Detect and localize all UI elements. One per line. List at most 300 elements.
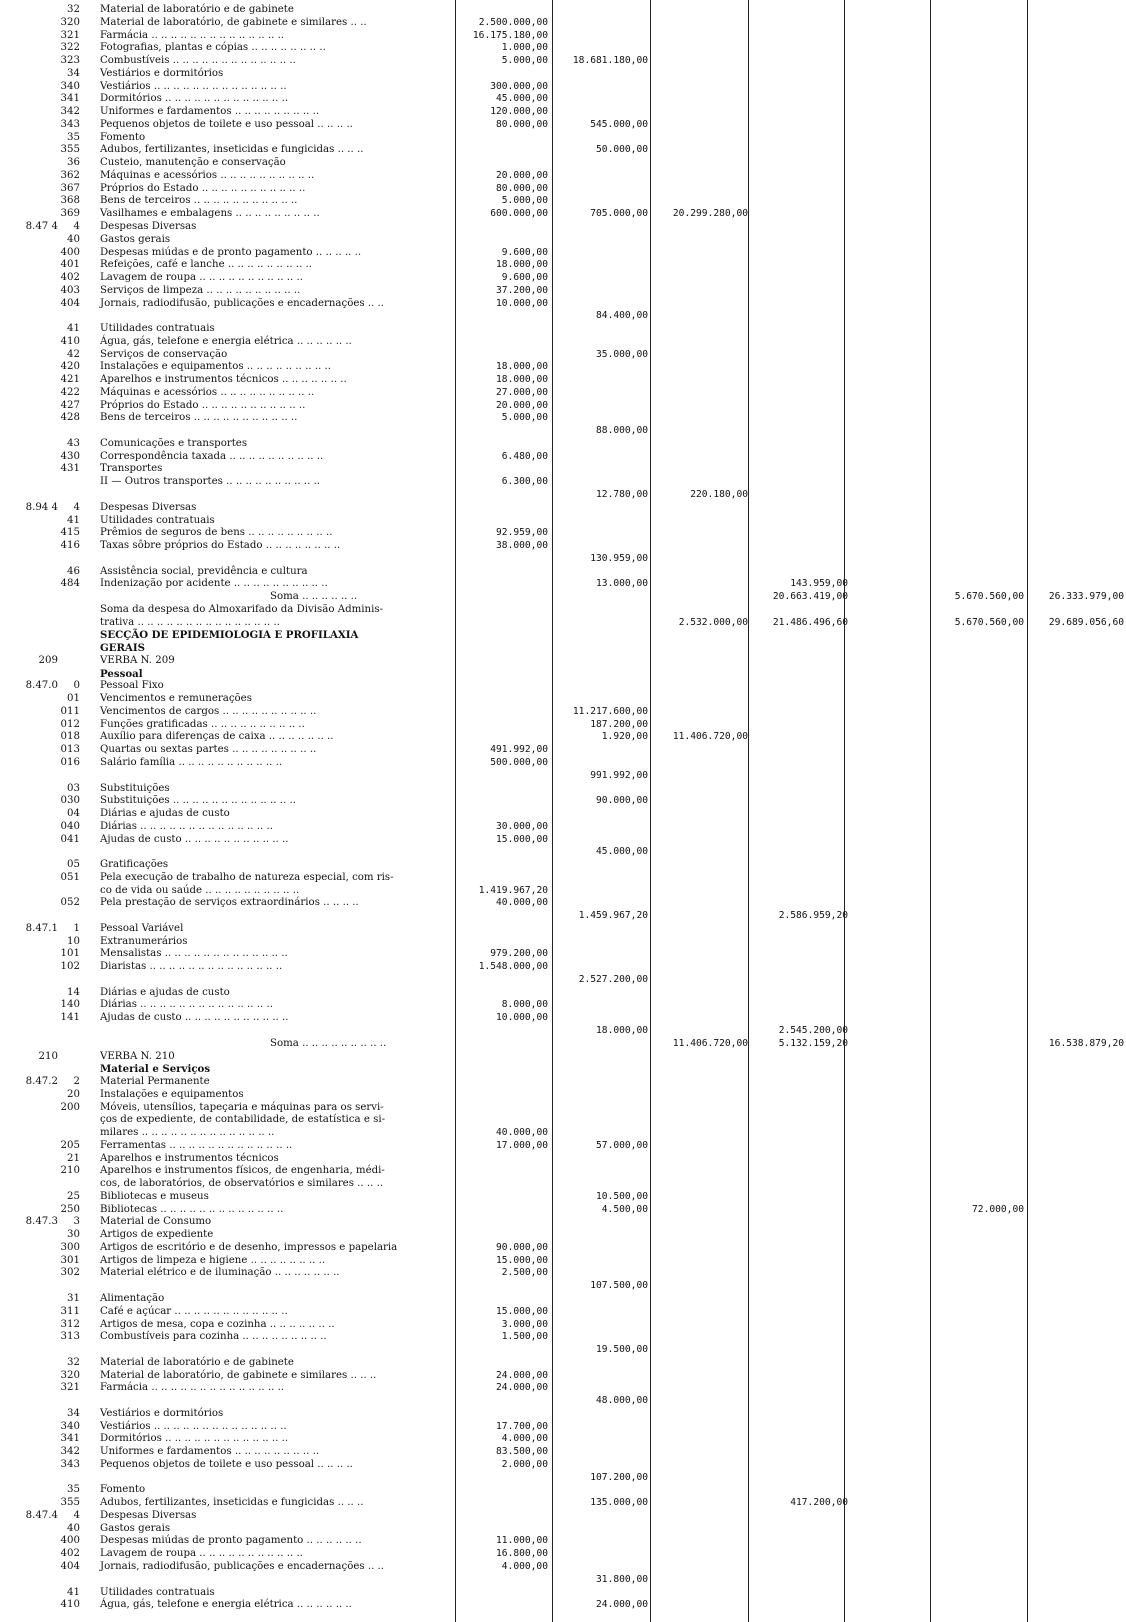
budget-row bbox=[0, 808, 1126, 820]
amount-col-1: 40.000,00 bbox=[496, 1127, 548, 1138]
amount-col-1: 24.000,00 bbox=[496, 1382, 548, 1394]
classification-code: 8.47.2 bbox=[25, 1076, 58, 1087]
item-label: Salário família .. .. .. .. .. .. .. .. .. .. .. bbox=[100, 757, 283, 768]
amount-col-1: 20.000,00 bbox=[496, 169, 548, 181]
item-code: 101 bbox=[60, 948, 80, 960]
budget-row bbox=[0, 655, 1126, 667]
item-label: Vasilhames e embalagens .. .. .. .. .. .. .. .. .. bbox=[100, 208, 320, 220]
item-label: Artigos de expediente bbox=[100, 1229, 214, 1241]
amount-col-1: 10.000,00 bbox=[496, 1012, 548, 1024]
amount-col-1: 6.300,00 bbox=[501, 476, 548, 488]
item-code: 011 bbox=[60, 705, 80, 717]
item-label: Serviços de conservação bbox=[100, 348, 228, 360]
budget-row bbox=[0, 859, 1126, 871]
amount-col-2: 187.200,00 bbox=[590, 718, 648, 730]
item-code: 250 bbox=[60, 1203, 80, 1215]
item-label: Diárias e ajudas de custo bbox=[100, 808, 230, 819]
item-code: 05 bbox=[67, 859, 80, 870]
item-code: 342 bbox=[60, 1446, 80, 1458]
item-label: Adubos, fertilizantes, inseticidas e fungicidas .. .. .. bbox=[100, 144, 364, 156]
item-code: 410 bbox=[60, 1599, 80, 1611]
budget-row bbox=[0, 578, 1126, 590]
budget-row bbox=[0, 1293, 1126, 1305]
item-code: 484 bbox=[60, 578, 80, 590]
budget-row bbox=[0, 476, 1126, 488]
amount-col-4: 417.200,00 bbox=[790, 1497, 848, 1509]
budget-row bbox=[0, 744, 1126, 756]
budget-row bbox=[0, 719, 1126, 731]
amount-col-6: 26.333.979,00 bbox=[1048, 591, 1124, 602]
budget-row bbox=[0, 910, 1126, 922]
item-code: 41 bbox=[67, 514, 80, 526]
budget-row bbox=[0, 285, 1126, 297]
budget-row bbox=[0, 1267, 1126, 1279]
budget-row bbox=[0, 1165, 1126, 1177]
item-label: SECÇÃO DE EPIDEMIOLOGIA E PROFILAXIA bbox=[100, 629, 359, 642]
budget-row bbox=[0, 617, 1126, 629]
item-label: Refeições, café e lanche .. .. .. .. .. .. .. .. .. bbox=[100, 259, 313, 271]
budget-row bbox=[0, 885, 1126, 897]
item-code: 404 bbox=[60, 1561, 80, 1572]
budget-row bbox=[0, 974, 1126, 986]
amount-col-1: 10.000,00 bbox=[496, 297, 548, 309]
item-code: 41 bbox=[67, 323, 80, 334]
item-label: Lavagem de roupa .. .. .. .. .. .. .. .. .. .. .. bbox=[100, 1548, 303, 1560]
item-label: Gastos gerais bbox=[100, 1522, 171, 1534]
amount-col-1: 9.600,00 bbox=[501, 272, 548, 283]
amount-col-2: 4.500,00 bbox=[601, 1203, 648, 1215]
item-label: Material de laboratório e de gabinete bbox=[100, 1356, 294, 1368]
item-label: Aparelhos e instrumentos técnicos .. .. .. .. .. .. .. bbox=[100, 374, 347, 386]
budget-row bbox=[0, 1370, 1126, 1382]
budget-row bbox=[0, 4, 1126, 16]
budget-row bbox=[0, 604, 1126, 616]
amount-col-1: 2.500.000,00 bbox=[478, 16, 548, 28]
item-code: 052 bbox=[60, 897, 80, 909]
budget-row bbox=[0, 1587, 1126, 1599]
budget-row bbox=[0, 323, 1126, 335]
amount-col-1: 15.000,00 bbox=[496, 833, 548, 845]
budget-row bbox=[0, 81, 1126, 93]
amount-col-1: 18.000,00 bbox=[496, 259, 548, 271]
budget-row bbox=[0, 221, 1126, 233]
classification-code: 8.47.3 bbox=[25, 1216, 58, 1228]
budget-row bbox=[0, 1216, 1126, 1228]
amount-col-2: 90.000,00 bbox=[596, 795, 648, 807]
item-label: Jornais, radiodifusão, publicações e encadernações .. .. bbox=[100, 297, 385, 309]
amount-col-3: 11.406.720,00 bbox=[672, 1037, 748, 1049]
item-code: 051 bbox=[60, 871, 80, 883]
budget-row bbox=[0, 42, 1126, 54]
amount-col-1: 5.000,00 bbox=[501, 412, 548, 424]
item-label: Instalações e equipamentos bbox=[100, 1088, 244, 1100]
amount-col-2: 135.000,00 bbox=[590, 1497, 648, 1509]
item-label: Utilidades contratuais bbox=[100, 1586, 215, 1598]
item-label: Pela prestação de serviços extraordinários .. .. .. .. bbox=[100, 897, 359, 909]
item-code: 32 bbox=[67, 4, 80, 15]
amount-col-1: 18.000,00 bbox=[496, 374, 548, 386]
amount-col-1: 83.500,00 bbox=[496, 1446, 548, 1458]
budget-row bbox=[0, 1548, 1126, 1560]
budget-row bbox=[0, 566, 1126, 578]
amount-col-4: 5.132.159,20 bbox=[778, 1037, 848, 1049]
item-code: 041 bbox=[60, 833, 80, 845]
amount-col-1: 15.000,00 bbox=[496, 1254, 548, 1266]
amount-col-3: 220.180,00 bbox=[690, 489, 748, 500]
item-code: 420 bbox=[60, 361, 80, 373]
amount-col-1: 5.000,00 bbox=[501, 55, 548, 66]
budget-row bbox=[0, 693, 1126, 705]
item-label: Pela execução de trabalho de natureza especial, com ris- bbox=[100, 871, 394, 883]
item-code: 343 bbox=[60, 1458, 80, 1470]
item-code: 321 bbox=[60, 1382, 80, 1394]
budget-row bbox=[0, 55, 1126, 67]
budget-row bbox=[0, 1382, 1126, 1394]
budget-row bbox=[0, 1319, 1126, 1331]
item-label: Vestiários e dormitórios bbox=[100, 1407, 224, 1419]
budget-row bbox=[0, 540, 1126, 552]
item-code: 300 bbox=[60, 1241, 80, 1253]
item-code: 301 bbox=[60, 1254, 80, 1266]
item-label: Utilidades contratuais bbox=[100, 514, 215, 526]
item-code: 401 bbox=[60, 259, 80, 271]
item-label: Comunicações e transportes bbox=[100, 437, 248, 449]
budget-row bbox=[0, 361, 1126, 373]
classification-code: 8.47.4 bbox=[25, 1509, 58, 1521]
amount-col-2: 991.992,00 bbox=[590, 769, 648, 781]
item-label: Máquinas e acessórios .. .. .. .. .. .. .. .. .. .. bbox=[100, 386, 315, 398]
amount-col-2: 48.000,00 bbox=[596, 1395, 648, 1406]
item-code: 323 bbox=[60, 55, 80, 66]
item-code: 342 bbox=[60, 106, 80, 118]
item-code: 04 bbox=[67, 808, 80, 819]
item-code: 40 bbox=[67, 1522, 80, 1534]
item-label: Material de laboratório, de gabinete e similares .. .. .. bbox=[100, 1369, 377, 1381]
item-label: Água, gás, telefone e energia elétrica .. .. .. .. .. .. bbox=[100, 335, 352, 347]
item-code: 402 bbox=[60, 272, 80, 283]
budget-row bbox=[0, 1421, 1126, 1433]
item-code: 416 bbox=[60, 540, 80, 551]
item-label: Vencimentos de cargos .. .. .. .. .. .. .. .. .. .. bbox=[100, 705, 317, 717]
amount-col-5: 5.670.560,00 bbox=[954, 616, 1024, 628]
item-label: Diaristas .. .. .. .. .. .. .. .. .. .. .. .. .. .. bbox=[100, 961, 283, 973]
item-code: 4 bbox=[73, 1509, 80, 1521]
budget-row bbox=[0, 349, 1126, 361]
item-label: VERBA N. 209 bbox=[100, 654, 175, 666]
item-label: Fomento bbox=[100, 1484, 146, 1496]
item-label: Farmácia .. .. .. .. .. .. .. .. .. .. .. .. .. .. bbox=[100, 1382, 285, 1394]
amount-col-1: 17.000,00 bbox=[496, 1139, 548, 1151]
budget-row bbox=[0, 1344, 1126, 1356]
budget-row bbox=[0, 298, 1126, 310]
budget-row bbox=[0, 1574, 1126, 1586]
amount-col-1: 16.175.180,00 bbox=[472, 29, 548, 41]
amount-col-1: 9.600,00 bbox=[501, 246, 548, 258]
item-label: Aparelhos e instrumentos técnicos bbox=[100, 1152, 279, 1164]
item-code: 205 bbox=[60, 1139, 80, 1151]
item-label: Prêmios de seguros de bens .. .. .. .. .. .. .. .. .. bbox=[100, 527, 333, 539]
amount-col-1: 2.500,00 bbox=[501, 1267, 548, 1279]
item-label: co de vida ou saúde .. .. .. .. .. .. .. .. .. .. bbox=[100, 884, 300, 896]
item-code: 428 bbox=[60, 412, 80, 424]
item-label: Pessoal Variável bbox=[100, 922, 184, 934]
item-code: 311 bbox=[60, 1305, 80, 1317]
budget-row bbox=[0, 668, 1126, 680]
budget-row bbox=[0, 553, 1126, 565]
budget-row bbox=[0, 1114, 1126, 1126]
item-label: Material Permanente bbox=[100, 1076, 210, 1087]
budget-row bbox=[0, 1140, 1126, 1152]
item-code: 415 bbox=[60, 527, 80, 539]
budget-row bbox=[0, 1446, 1126, 1458]
budget-row bbox=[0, 923, 1126, 935]
amount-col-1: 300.000,00 bbox=[490, 80, 548, 92]
item-label: Café e açúcar .. .. .. .. .. .. .. .. .. .. .. .. bbox=[100, 1305, 288, 1317]
item-label: Auxílio para diferenças de caixa .. .. .. .. .. .. .. bbox=[100, 731, 334, 743]
item-code: 0 bbox=[73, 680, 80, 692]
item-code: 340 bbox=[60, 1420, 80, 1432]
amount-col-2: 1.459.967,20 bbox=[578, 910, 648, 922]
item-label: Taxas sôbre próprios do Estado .. .. .. .. .. .. .. .. bbox=[100, 540, 341, 551]
item-label: Uniformes e fardamentos .. .. .. .. .. .. .. .. .. bbox=[100, 1446, 320, 1458]
item-code: 320 bbox=[60, 16, 80, 28]
item-label: II — Outros transportes .. .. .. .. .. .. .. .. .. .. bbox=[100, 476, 321, 488]
item-label: Fotografias, plantas e cópias .. .. .. .. .. .. .. .. bbox=[100, 42, 326, 54]
budget-row bbox=[0, 1459, 1126, 1471]
item-label: Jornais, radiodifusão, publicações e encadernações .. .. bbox=[100, 1561, 385, 1572]
item-label: Bibliotecas .. .. .. .. .. .. .. .. .. .. .. .. .. bbox=[100, 1203, 284, 1215]
item-label: Transportes bbox=[100, 463, 163, 475]
budget-row bbox=[0, 17, 1126, 29]
budget-row bbox=[0, 757, 1126, 769]
amount-col-1: 80.000,00 bbox=[496, 182, 548, 194]
item-code: 018 bbox=[60, 731, 80, 743]
budget-row bbox=[0, 821, 1126, 833]
amount-col-5: 72.000,00 bbox=[972, 1203, 1024, 1215]
amount-col-2: 24.000,00 bbox=[596, 1599, 648, 1611]
budget-row bbox=[0, 259, 1126, 271]
amount-col-2: 31.800,00 bbox=[596, 1573, 648, 1585]
amount-col-1: 38.000,00 bbox=[496, 540, 548, 551]
item-code: 25 bbox=[67, 1190, 80, 1202]
budget-row bbox=[0, 374, 1126, 386]
amount-col-2: 130.959,00 bbox=[590, 552, 648, 564]
amount-col-1: 45.000,00 bbox=[496, 93, 548, 105]
item-code: 403 bbox=[60, 284, 80, 296]
item-label: Diárias e ajudas de custo bbox=[100, 986, 230, 998]
item-code: 400 bbox=[60, 246, 80, 258]
item-label: Funções gratificadas .. .. .. .. .. .. .. .. .. .. bbox=[100, 718, 305, 730]
budget-row bbox=[0, 183, 1126, 195]
budget-row bbox=[0, 680, 1126, 692]
item-code: 34 bbox=[67, 67, 80, 79]
item-code: 141 bbox=[60, 1012, 80, 1024]
item-code: 4 bbox=[73, 501, 80, 513]
budget-row bbox=[0, 1510, 1126, 1522]
item-label: Ajudas de custo .. .. .. .. .. .. .. .. .. .. .. bbox=[100, 1012, 289, 1024]
budget-row bbox=[0, 783, 1126, 795]
item-label: Artigos de mesa, copa e cozinha .. .. .. .. .. .. .. bbox=[100, 1318, 335, 1330]
amount-col-2: 12.780,00 bbox=[596, 489, 648, 500]
item-code: 355 bbox=[60, 1497, 80, 1509]
budget-row bbox=[0, 936, 1126, 948]
item-label: Diárias .. .. .. .. .. .. .. .. .. .. .. .. .. .. bbox=[100, 820, 273, 832]
item-code: 2 bbox=[73, 1076, 80, 1087]
item-label: Artigos de escritório e de desenho, impressos e papelaria bbox=[100, 1241, 398, 1253]
item-label: Dormitórios .. .. .. .. .. .. .. .. .. .. .. .. .. bbox=[100, 1433, 289, 1445]
budget-row bbox=[0, 1191, 1126, 1203]
budget-row bbox=[0, 987, 1126, 999]
amount-col-2: 10.500,00 bbox=[596, 1190, 648, 1202]
item-code: 369 bbox=[60, 208, 80, 220]
budget-row bbox=[0, 897, 1126, 909]
item-code: 40 bbox=[67, 233, 80, 245]
amount-col-2: 18.681.180,00 bbox=[572, 55, 648, 66]
item-code: 312 bbox=[60, 1318, 80, 1330]
item-code: 402 bbox=[60, 1548, 80, 1560]
amount-col-1: 1.500,00 bbox=[501, 1331, 548, 1343]
item-label: Fomento bbox=[100, 131, 146, 143]
amount-col-5: 5.670.560,00 bbox=[954, 591, 1024, 602]
amount-col-1: 8.000,00 bbox=[501, 999, 548, 1011]
amount-col-2: 13.000,00 bbox=[596, 578, 648, 590]
item-label: Bibliotecas e museus bbox=[100, 1190, 209, 1202]
budget-row bbox=[0, 1357, 1126, 1369]
budget-row bbox=[0, 1127, 1126, 1139]
item-label: Despesas miúdas e de pronto pagamento .. .. .. .. .. bbox=[100, 246, 362, 258]
item-code: 040 bbox=[60, 820, 80, 832]
item-code: 016 bbox=[60, 757, 80, 768]
item-label: milares .. .. .. .. .. .. .. .. .. .. .. .. .. .. bbox=[100, 1127, 275, 1138]
item-code: 012 bbox=[60, 718, 80, 730]
item-code: 210 bbox=[60, 1165, 80, 1177]
item-label: Material e Serviços bbox=[100, 1063, 211, 1076]
item-code: 140 bbox=[60, 999, 80, 1011]
amount-col-1: 1.548.000,00 bbox=[478, 961, 548, 973]
amount-col-1: 90.000,00 bbox=[496, 1241, 548, 1253]
item-label: Móveis, utensílios, tapeçaria e máquinas para os servi- bbox=[100, 1101, 384, 1113]
item-code: 30 bbox=[67, 1229, 80, 1241]
amount-col-1: 979.200,00 bbox=[490, 948, 548, 960]
item-label: GERAIS bbox=[100, 642, 145, 655]
amount-col-1: 4.000,00 bbox=[501, 1433, 548, 1445]
amount-col-1: 40.000,00 bbox=[496, 897, 548, 909]
amount-col-2: 107.500,00 bbox=[590, 1280, 648, 1292]
budget-row bbox=[0, 1331, 1126, 1343]
budget-row bbox=[0, 1102, 1126, 1114]
amount-col-1: 1.419.967,20 bbox=[478, 884, 548, 896]
item-code: 42 bbox=[67, 348, 80, 360]
amount-col-1: 80.000,00 bbox=[496, 118, 548, 130]
amount-col-1: 120.000,00 bbox=[490, 106, 548, 118]
item-label: Ferramentas .. .. .. .. .. .. .. .. .. .. .. .. .. bbox=[100, 1139, 293, 1151]
item-label: Artigos de limpeza e higiene .. .. .. .. .. .. .. .. bbox=[100, 1254, 326, 1266]
budget-row bbox=[0, 1599, 1126, 1611]
amount-col-6: 16.538.879,20 bbox=[1048, 1037, 1124, 1049]
item-code: 4 bbox=[73, 221, 80, 232]
budget-row bbox=[0, 132, 1126, 144]
item-code: 410 bbox=[60, 335, 80, 347]
amount-col-1: 17.700,00 bbox=[496, 1420, 548, 1432]
item-label: Vestiários .. .. .. .. .. .. .. .. .. .. .. .. .. .. bbox=[100, 1420, 287, 1432]
item-code: 21 bbox=[67, 1152, 80, 1164]
amount-col-2: 35.000,00 bbox=[596, 348, 648, 360]
budget-row bbox=[0, 400, 1126, 412]
budget-row bbox=[0, 629, 1126, 641]
item-code: 35 bbox=[67, 131, 80, 143]
amount-col-2: 107.200,00 bbox=[590, 1471, 648, 1483]
item-label: Farmácia .. .. .. .. .. .. .. .. .. .. .. .. .. .. bbox=[100, 29, 285, 41]
item-code: 321 bbox=[60, 29, 80, 41]
amount-col-6: 29.689.056,60 bbox=[1048, 616, 1124, 628]
item-label: Vestiários e dormitórios bbox=[100, 67, 224, 79]
budget-row bbox=[0, 642, 1126, 654]
budget-row bbox=[0, 1076, 1126, 1088]
amount-col-2: 1.920,00 bbox=[601, 731, 648, 743]
budget-row bbox=[0, 247, 1126, 259]
item-code: 422 bbox=[60, 386, 80, 398]
amount-col-3: 20.299.280,00 bbox=[672, 208, 748, 220]
item-label: Dormitórios .. .. .. .. .. .. .. .. .. .. .. .. .. bbox=[100, 93, 289, 105]
item-label: Material elétrico e de iluminação .. .. .. .. .. .. .. bbox=[100, 1267, 340, 1279]
budget-row bbox=[0, 1229, 1126, 1241]
item-code: 313 bbox=[60, 1331, 80, 1343]
amount-col-4: 21.486.496,60 bbox=[772, 616, 848, 628]
budget-row bbox=[0, 1280, 1126, 1292]
item-label: Instalações e equipamentos .. .. .. .. .. .. .. .. .. bbox=[100, 361, 332, 373]
item-label: Ajudas de custo .. .. .. .. .. .. .. .. .. .. .. bbox=[100, 833, 289, 845]
item-code: 36 bbox=[67, 157, 80, 169]
amount-col-2: 50.000,00 bbox=[596, 144, 648, 156]
amount-col-1: 20.000,00 bbox=[496, 399, 548, 411]
budget-row bbox=[0, 834, 1126, 846]
item-code: 322 bbox=[60, 42, 80, 54]
item-code: 030 bbox=[60, 795, 80, 807]
item-label: Substituições .. .. .. .. .. .. .. .. .. .. .. .. .. bbox=[100, 795, 296, 807]
budget-row bbox=[0, 1395, 1126, 1407]
item-label: Bens de terceiros .. .. .. .. .. .. .. .. .. .. .. bbox=[100, 195, 298, 207]
item-code: 46 bbox=[67, 565, 80, 577]
amount-col-4: 2.545.200,00 bbox=[778, 1025, 848, 1036]
classification-code: 8.47.0 bbox=[25, 680, 58, 692]
budget-row bbox=[0, 1153, 1126, 1165]
budget-row bbox=[0, 1242, 1126, 1254]
item-code: 404 bbox=[60, 297, 80, 309]
budget-row bbox=[0, 93, 1126, 105]
item-code: 14 bbox=[67, 986, 80, 998]
item-code: 421 bbox=[60, 374, 80, 386]
amount-col-1: 5.000,00 bbox=[501, 195, 548, 207]
item-code: 10 bbox=[67, 935, 80, 947]
budget-row bbox=[0, 591, 1126, 603]
item-label: Pessoal bbox=[100, 667, 143, 680]
amount-col-1: 600.000,00 bbox=[490, 208, 548, 220]
item-label: Lavagem de roupa .. .. .. .. .. .. .. .. .. .. .. bbox=[100, 272, 303, 283]
item-label: Extranumerários bbox=[100, 935, 188, 947]
item-code: 302 bbox=[60, 1267, 80, 1279]
budget-row bbox=[0, 872, 1126, 884]
budget-row bbox=[0, 68, 1126, 80]
budget-row bbox=[0, 234, 1126, 246]
item-code: 400 bbox=[60, 1535, 80, 1547]
item-label: Material de laboratório e de gabinete bbox=[100, 4, 294, 15]
item-code: 320 bbox=[60, 1369, 80, 1381]
item-label: Despesas Diversas bbox=[100, 501, 197, 513]
budget-row bbox=[0, 106, 1126, 118]
amount-col-2: 2.527.200,00 bbox=[578, 973, 648, 985]
amount-col-4: 143.959,00 bbox=[790, 578, 848, 590]
budget-row bbox=[0, 731, 1126, 743]
